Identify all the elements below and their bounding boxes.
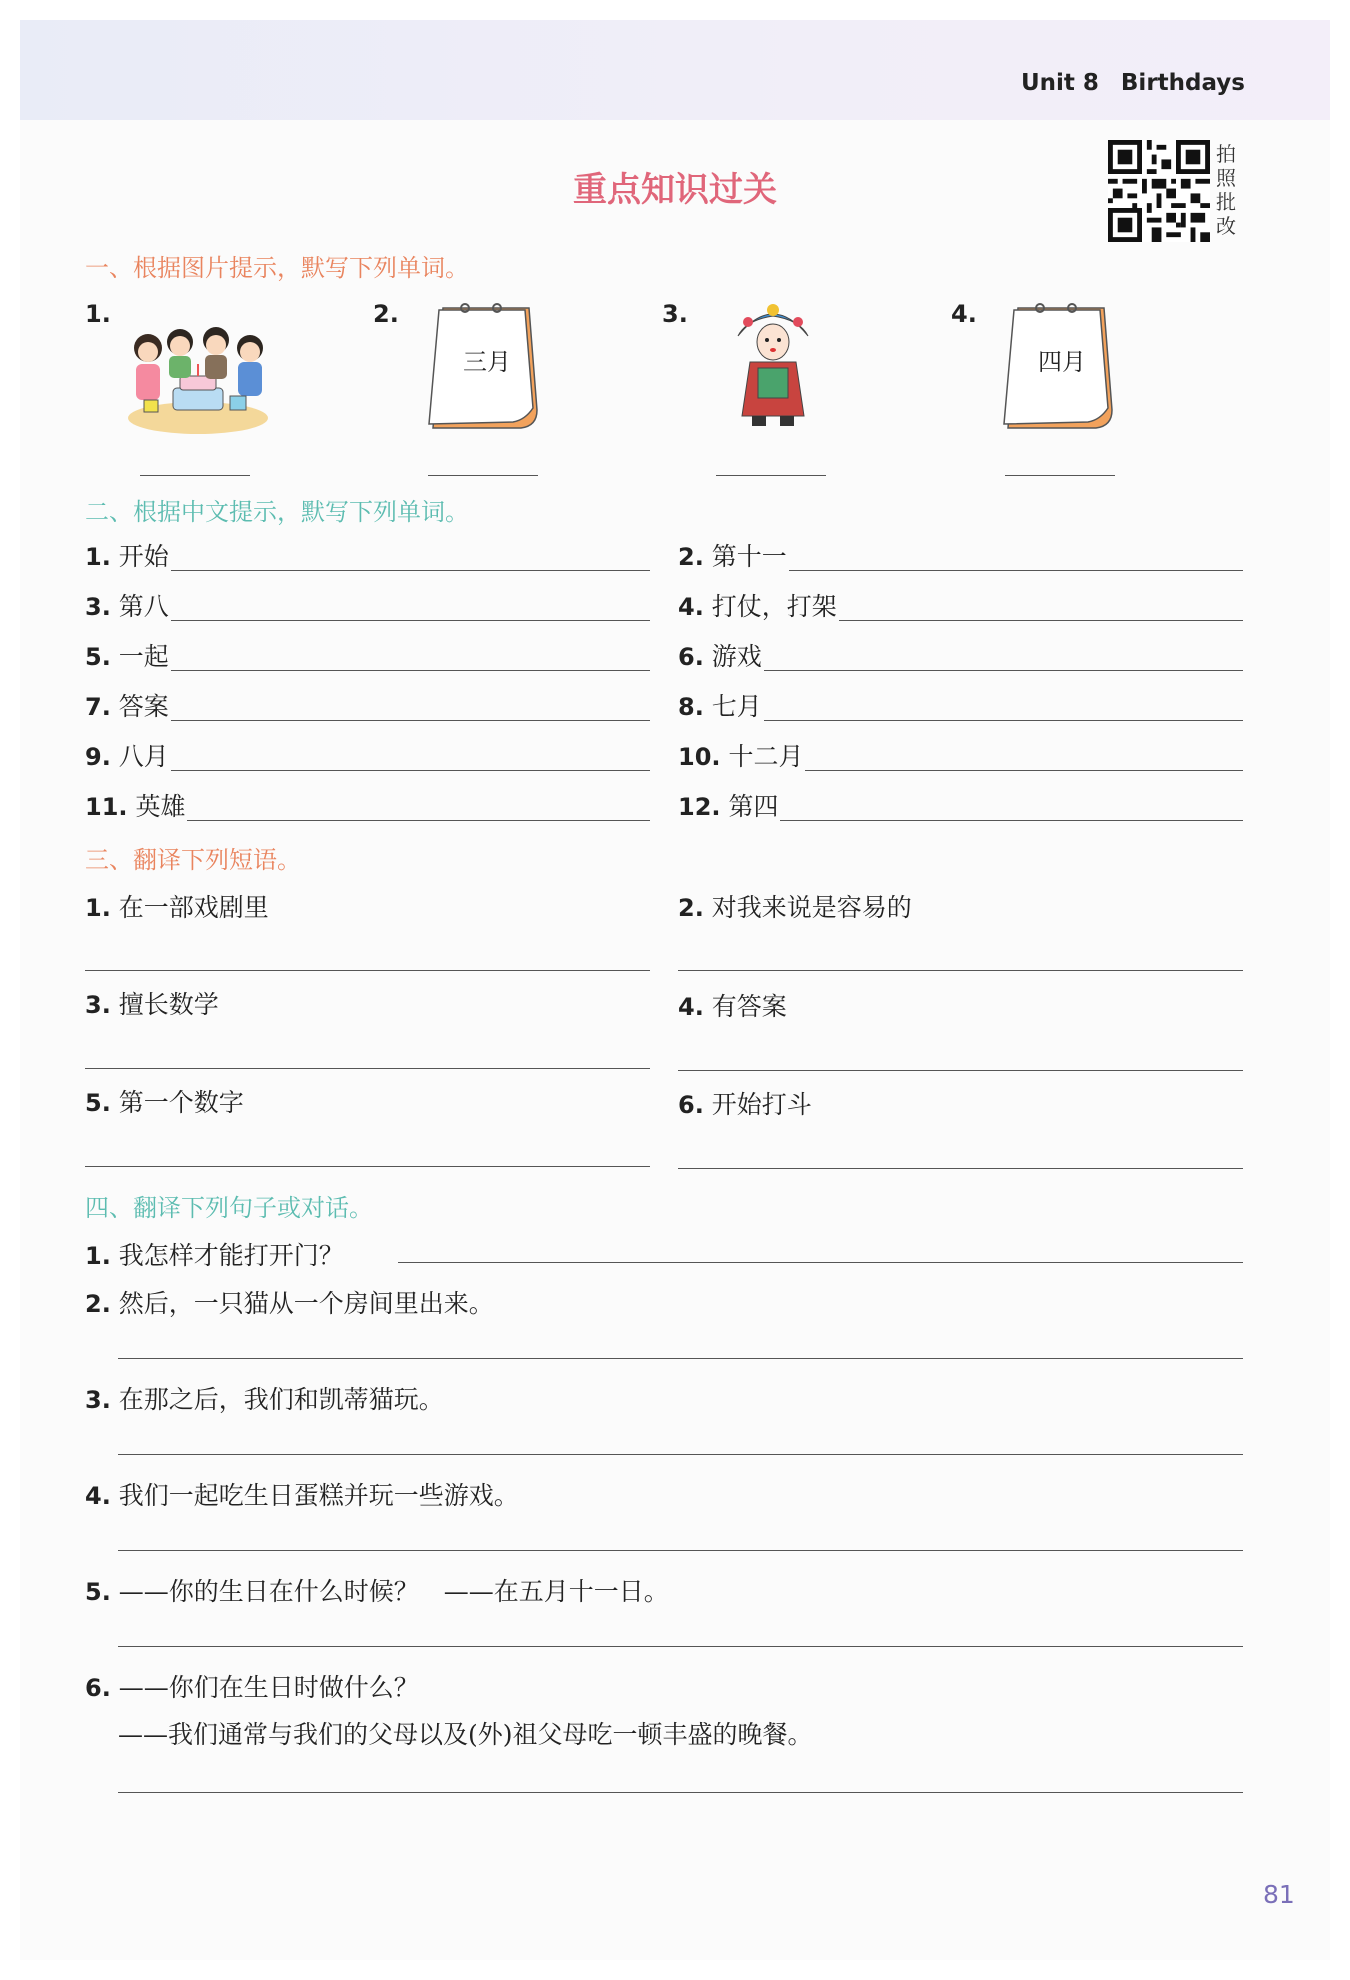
answer-line[interactable] xyxy=(187,820,650,821)
opera-character-image xyxy=(728,298,818,430)
answer-line[interactable] xyxy=(85,1068,650,1069)
answer-line[interactable] xyxy=(780,820,1243,821)
calendar-text: 三月 xyxy=(463,348,511,376)
answer-line[interactable] xyxy=(764,720,1243,721)
calendar-text: 四月 xyxy=(1038,348,1086,376)
answer-line[interactable] xyxy=(118,1646,1243,1647)
pic-item-number: 3. xyxy=(662,300,688,328)
word-item: 1. 开始 xyxy=(85,537,650,573)
qr-code-icon[interactable] xyxy=(1108,140,1210,242)
answer-line[interactable] xyxy=(140,475,250,476)
answer-line[interactable] xyxy=(428,475,538,476)
word-item: 12. 第四 xyxy=(678,787,1243,823)
answer-line[interactable] xyxy=(85,1166,650,1167)
word-item: 5. 一起 xyxy=(85,637,650,673)
section1-heading: 一、根据图片提示，默写下列单词。 xyxy=(85,254,469,282)
sentence-item-reply: ——我们通常与我们的父母以及(外)祖父母吃一顿丰盛的晚餐。 xyxy=(118,1720,813,1749)
unit-header xyxy=(999,70,1245,96)
word-item: 2. 第十一 xyxy=(678,537,1243,573)
answer-line[interactable] xyxy=(85,970,650,971)
word-item: 3. 第八 xyxy=(85,587,650,623)
unit-topic: Birthdays xyxy=(1120,70,1245,96)
answer-line[interactable] xyxy=(716,475,826,476)
answer-line[interactable] xyxy=(678,970,1243,971)
answer-line[interactable] xyxy=(398,1262,1243,1263)
calendar-icon xyxy=(1000,300,1120,430)
word-item: 9. 八月 xyxy=(85,737,650,773)
page-number: 81 xyxy=(1263,1880,1295,1909)
section4-heading: 四、翻译下列句子或对话。 xyxy=(85,1194,373,1222)
pic-item-number: 4. xyxy=(951,300,977,328)
sentence-item: 3. 在那之后，我们和凯蒂猫玩。 xyxy=(85,1385,444,1414)
phrase-item: 2. 对我来说是容易的 xyxy=(678,893,912,922)
answer-line[interactable] xyxy=(118,1792,1243,1793)
sentence-item: 5. ——你的生日在什么时候？ ——在五月十一日。 xyxy=(85,1577,669,1606)
answer-line[interactable] xyxy=(678,1070,1243,1071)
pic-item-number: 2. xyxy=(373,300,399,328)
sentence-item: 2. 然后，一只猫从一个房间里出来。 xyxy=(85,1289,494,1318)
answer-line[interactable] xyxy=(171,720,650,721)
unit-label: Unit 8 xyxy=(1020,70,1099,96)
answer-line[interactable] xyxy=(805,770,1243,771)
answer-line[interactable] xyxy=(171,770,650,771)
word-item: 7. 答案 xyxy=(85,687,650,723)
phrase-item: 1. 在一部戏剧里 xyxy=(85,893,269,922)
answer-line[interactable] xyxy=(171,620,650,621)
phrase-item: 3. 擅长数学 xyxy=(85,990,219,1019)
answer-line[interactable] xyxy=(764,670,1243,671)
answer-line[interactable] xyxy=(789,570,1243,571)
phrase-item: 4. 有答案 xyxy=(678,992,787,1021)
sentence-item: 6. ——你们在生日时做什么？ xyxy=(85,1673,419,1702)
word-item: 4. 打仗，打架 xyxy=(678,587,1243,623)
word-item: 11. 英雄 xyxy=(85,787,650,823)
section3-heading: 三、翻译下列短语。 xyxy=(85,846,301,874)
phrase-item: 5. 第一个数字 xyxy=(85,1088,244,1117)
answer-line[interactable] xyxy=(118,1358,1243,1359)
answer-line[interactable] xyxy=(1005,475,1115,476)
answer-line[interactable] xyxy=(678,1168,1243,1169)
answer-line[interactable] xyxy=(118,1454,1243,1455)
sentence-item: 4. 我们一起吃生日蛋糕并玩一些游戏。 xyxy=(85,1481,519,1510)
answer-line[interactable] xyxy=(171,670,650,671)
answer-line[interactable] xyxy=(171,570,650,571)
page-title: 重点知识过关 xyxy=(573,170,777,210)
word-item: 8. 七月 xyxy=(678,687,1243,723)
answer-line[interactable] xyxy=(118,1550,1243,1551)
sentence-item: 1. 我怎样才能打开门？ xyxy=(85,1241,344,1270)
answer-line[interactable] xyxy=(839,620,1243,621)
qr-caption: 拍照批改 xyxy=(1216,142,1236,238)
word-item: 10. 十二月 xyxy=(678,737,1243,773)
birthday-party-image xyxy=(118,318,278,438)
section2-heading: 二、根据中文提示，默写下列单词。 xyxy=(85,498,469,526)
phrase-item: 6. 开始打斗 xyxy=(678,1090,812,1119)
pic-item-number: 1. xyxy=(85,300,111,328)
calendar-icon xyxy=(425,300,545,430)
word-item: 6. 游戏 xyxy=(678,637,1243,673)
